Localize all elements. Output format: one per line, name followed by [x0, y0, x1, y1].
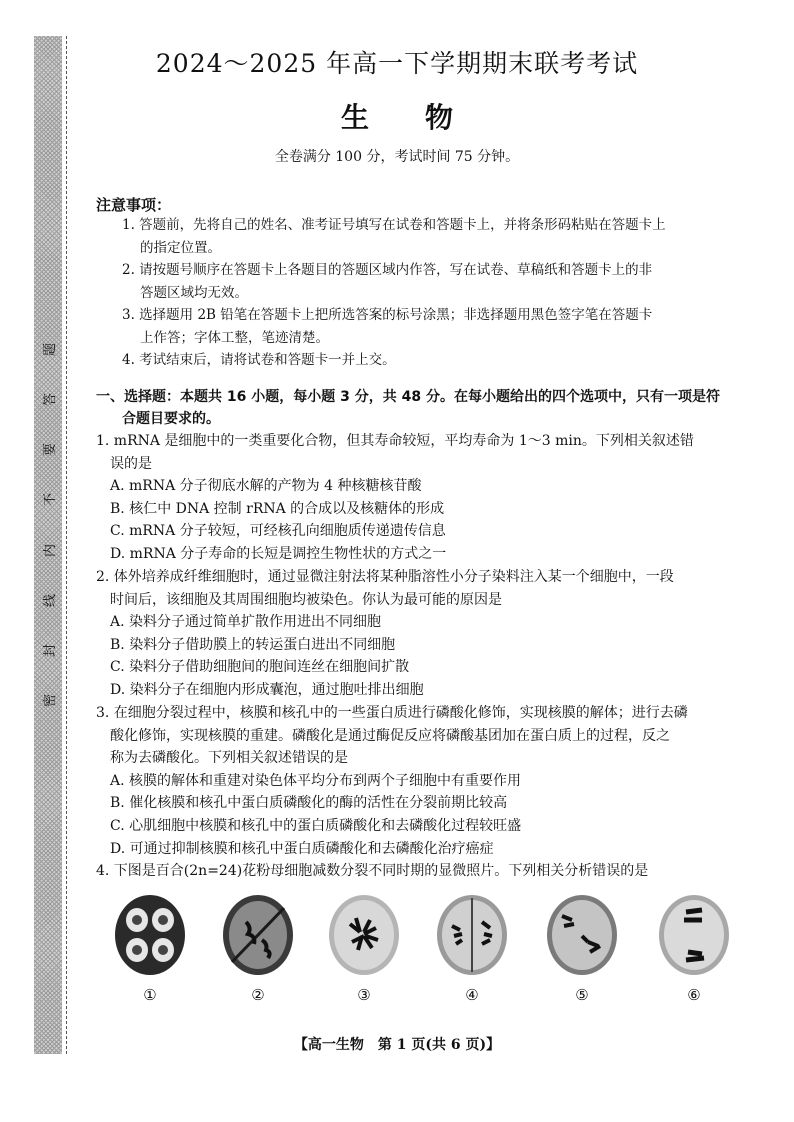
- page-footer: 【高一生物 第 1 页(共 6 页)】: [293, 1037, 501, 1053]
- notice-item: 1. 答题前，先将自己的姓名、准考证号填写在试卷和答题卡上，并将条形码粘贴在答题卡上: [122, 217, 666, 233]
- option-c: C. mRNA 分子较短，可经核孔向细胞质传递遗传信息: [110, 523, 446, 540]
- micrograph-4: [434, 892, 510, 1004]
- question-stem-cont: 误的是: [110, 455, 152, 472]
- question-4: [96, 860, 750, 883]
- micrograph-label: ①: [143, 986, 157, 1004]
- notice-item-cont: 上作答；字体工整，笔迹清楚。: [140, 329, 329, 346]
- question-stem: 3. 在细胞分裂过程中，核膜和核孔中的一些蛋白质进行磷酸化修饰，实现核膜的解体；进行去磷: [96, 705, 688, 721]
- notice-list: [122, 214, 752, 372]
- question-stem-cont: 称为去磷酸化。下列相关叙述错误的是: [110, 750, 348, 767]
- option-a: A. 染料分子通过简单扩散作用进出不同细胞: [110, 614, 382, 631]
- question-2: [96, 566, 750, 702]
- binding-warning: 题 答 要 不 内 线 封 密: [43, 342, 59, 707]
- option-b: B. 核仁中 DNA 控制 rRNA 的合成以及核糖体的形成: [110, 500, 445, 517]
- micrograph-figure: [112, 892, 732, 1022]
- notice-item: 3. 选择题用 2B 铅笔在答题卡上把所选答案的标号涂黑；非选择题用黑色签字笔在答题卡: [122, 307, 653, 323]
- option-a: A. mRNA 分子彻底水解的产物为 4 种核糖核苷酸: [110, 478, 422, 495]
- option-d: D. mRNA 分子寿命的长短是调控生物性状的方式之一: [110, 545, 447, 562]
- subject-title: 生物: [340, 101, 509, 134]
- micrograph-label: ④: [465, 986, 479, 1004]
- micrograph-1: [112, 892, 188, 1004]
- notice-item-cont: 答题区域均无效。: [140, 284, 248, 301]
- option-b: B. 催化核膜和核孔中蛋白质磷酸化的酶的活性在分裂前期比较高: [110, 795, 508, 812]
- micrograph-2: [220, 892, 296, 1004]
- question-1: [96, 430, 750, 566]
- option-b: B. 染料分子借助膜上的转运蛋白进出不同细胞: [110, 636, 396, 653]
- option-c: C. 染料分子借助细胞间的胞间连丝在细胞间扩散: [110, 659, 410, 676]
- micrograph-label: ②: [251, 986, 265, 1004]
- option-c: C. 心肌细胞中核膜和核孔中的蛋白质磷酸化和去磷酸化过程较旺盛: [110, 817, 522, 834]
- question-3: [96, 702, 750, 860]
- exam-title: 2024～2025 年高一下学期期末联考考试: [155, 49, 639, 78]
- micrograph-label: ③: [357, 986, 371, 1004]
- micrograph-label: ⑤: [575, 986, 589, 1004]
- option-a: A. 核膜的解体和重建对染色体平均分布到两个子细胞中有重要作用: [110, 772, 522, 789]
- notice-item: 4. 考试结束后，请将试卷和答题卡一并上交。: [122, 352, 396, 368]
- question-stem-cont: 时间后，该细胞及其周围细胞均被染色。你认为最可能的原因是: [110, 591, 502, 608]
- notice-item-cont: 的指定位置。: [140, 239, 221, 256]
- notice-item: 2. 请按题号顺序在答题卡上各题目的答题区域内作答，写在试卷、草稿纸和答题卡上的非: [122, 262, 653, 278]
- option-d: D. 可通过抑制核膜和核孔中蛋白质磷酸化和去磷酸化治疗癌症: [110, 840, 494, 857]
- question-stem: 1. mRNA 是细胞中的一类重要化合物，但其寿命较短，平均寿命为 1～3 min。下列相关叙述错: [96, 433, 694, 449]
- micrograph-label: ⑥: [687, 986, 701, 1004]
- question-stem: 2. 体外培养成纤维细胞时，通过显微注射法将某种脂溶性小分子染料注入某一个细胞中，一段: [96, 569, 674, 585]
- score-line: 全卷满分 100 分，考试时间 75 分钟。: [274, 149, 520, 165]
- micrograph-5: [544, 892, 620, 1004]
- micrograph-3: [326, 892, 402, 1004]
- section-heading: 一、选择题：本题共 16 小题，每小题 3 分，共 48 分。在每小题给出的四个选项中，只有一项是符 合题目要求的。: [96, 389, 720, 427]
- option-d: D. 染料分子在细胞内形成囊泡，通过胞吐排出细胞: [110, 681, 424, 698]
- notice-heading: 注意事项：: [96, 196, 172, 214]
- question-stem: 4. 下图是百合(2n=24)花粉母细胞减数分裂不同时期的显微照片。下列相关分析错误的是: [96, 863, 649, 879]
- binding-dashed-line: [66, 36, 67, 1054]
- question-stem-cont: 酸化修饰，实现核膜的重建。磷酸化是通过酶促反应将磷酸基团加在蛋白质上的过程，反之: [110, 727, 670, 744]
- micrograph-6: [656, 892, 732, 1004]
